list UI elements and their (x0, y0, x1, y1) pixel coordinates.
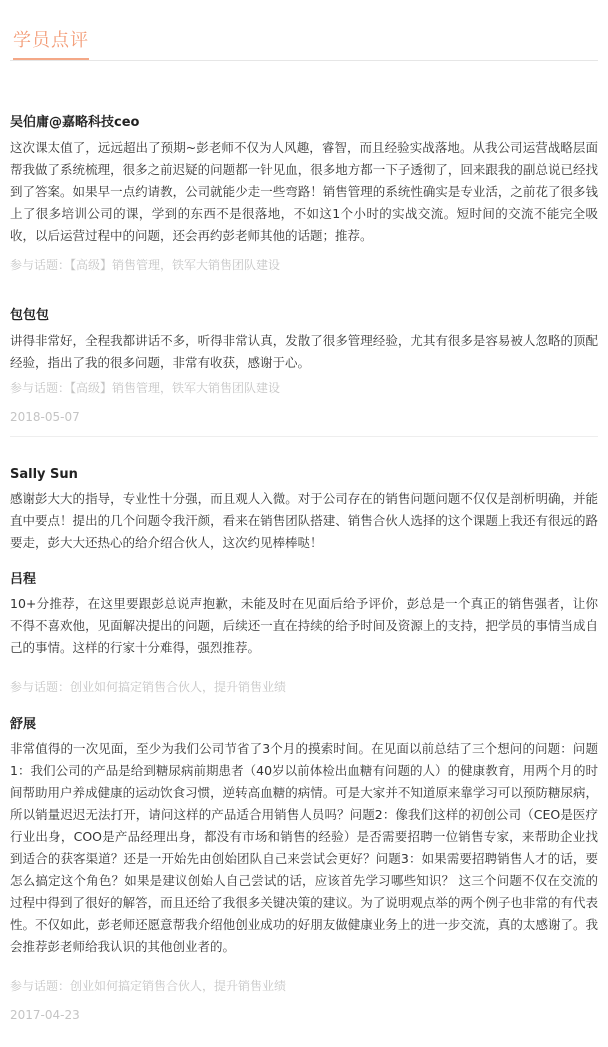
review-topic (10, 977, 598, 994)
topic-link[interactable]: 创业如何搞定销售合伙人，提升销售业绩 (70, 979, 287, 993)
topic-link[interactable]: 【高级】销售管理，铁军大销售团队建设 (70, 258, 281, 272)
review-topic (10, 678, 598, 695)
review-item (10, 467, 598, 554)
topic-label: 参与话题： (10, 381, 71, 395)
review-date: 2017-04-23 (10, 1008, 80, 1022)
reviewer-name: 舒展 (10, 717, 37, 732)
reviewer-name: 吴伯庸@嘉略科技ceo (10, 115, 140, 130)
reviewer-name: Sally Sun (10, 467, 78, 482)
review-topic (10, 379, 598, 396)
topic-label: 参与话题： (10, 258, 71, 272)
review-item (10, 111, 598, 273)
section-header (10, 0, 598, 61)
review-content: 10+分推荐，在这里要跟彭总说声抱歉，未能及时在见面后给予评价，彭总是一个真正的销售强者，让你不得不喜欢他，见面解决提出的问题，后续还一直在持续的给予时间及资源上的支持，把学员的事情当成自己的事情。这样的行家十分难得，强烈推荐。 (10, 596, 598, 655)
review-content: 这次课太值了，远远超出了预期~彭老师不仅为人风趣，睿智，而且经验实战落地。从我公司运营战略层面帮我做了系统梳理，很多之前迟疑的问题都一针见血，很多地方都一下子透彻了，回来跟我的副总说已经找到了答案。如果早一点约请教，公司就能少走一些弯路！销售管理的系统性确实是专业活，之前花了很多钱上了很多培训公司的课，学到的东西不是很落地，不如这1个小时的实战交流。短时间的交流不能完全吸收，以后运营过程中的问题，还会再约彭老师其他的话题；推荐。 (10, 140, 598, 243)
review-group (10, 111, 598, 437)
group-divider (10, 436, 598, 437)
reviewer-name: 吕程 (10, 572, 37, 587)
review-group (10, 467, 598, 1022)
reviewer-name: 包包包 (10, 308, 50, 323)
review-date: 2018-05-07 (10, 410, 80, 424)
title-divider (10, 60, 598, 61)
topic-link[interactable]: 创业如何搞定销售合伙人，提升销售业绩 (70, 680, 287, 694)
review-topic (10, 256, 598, 273)
topic-link[interactable]: 【高级】销售管理，铁军大销售团队建设 (70, 381, 281, 395)
topic-label: 参与话题： (10, 979, 71, 993)
topic-label: 参与话题： (10, 680, 71, 694)
review-content: 讲得非常好，全程我都讲话不多，听得非常认真，发散了很多管理经验，尤其有很多是容易被人忽略的顶配经验，指出了我的很多问题，非常有收获，感谢于心。 (10, 333, 598, 370)
review-item (10, 304, 598, 396)
review-item (10, 568, 598, 695)
review-content: 感谢彭大大的指导，专业性十分强，而且观人入微。对于公司存在的销售问题问题不仅仅是剖析明确，并能直中要点！提出的几个问题令我汗颜，看来在销售团队搭建、销售合伙人选择的这个课题上我还有很远的路要走，彭大大还热心的给介绍合伙人，这次约见棒棒哒！ (10, 491, 598, 550)
section-title: 学员点评 (13, 26, 89, 60)
review-content: 非常值得的一次见面，至少为我们公司节省了3个月的摸索时间。在见面以前总结了三个想问的问题：问题1：我们公司的产品是给到糖尿病前期患者（40岁以前体检出血糖有问题的人）的健康教育，用两个月的时间帮助用户养成健康的运动饮食习惯，逆转高血糖的病情。可是大家并不知道原来靠学习可以预防糖尿病，所以销量迟迟无法打开，请问这样的产品适合用销售人员吗？问题2：像我们这样的初创公司（CEO是医疗行业出身，COO是产品经理出身，都没有市场和销售的经验）是否需要招聘一位销售专家，来帮助企业找到适合的获客渠道？还是一开始先由创始团队自己来尝试会更好？问题3：如果需要招聘销售人才的话，要怎么搞定这个角色？如果是建议创始人自己尝试的话，应该首先学习哪些知识？ 这三个问题不仅在交流的过程中得到了很好的解答，而且还给了我很多关键决策的建议。为了说明观点举的两个例子也非常的有代表性。不仅如此，彭老师还愿意帮我介绍他创业成功的好朋友做健康业务上的进一步交流，真的太感谢了。我会推荐彭老师给我认识的其他创业者的。 (10, 741, 598, 954)
review-item (10, 713, 598, 994)
